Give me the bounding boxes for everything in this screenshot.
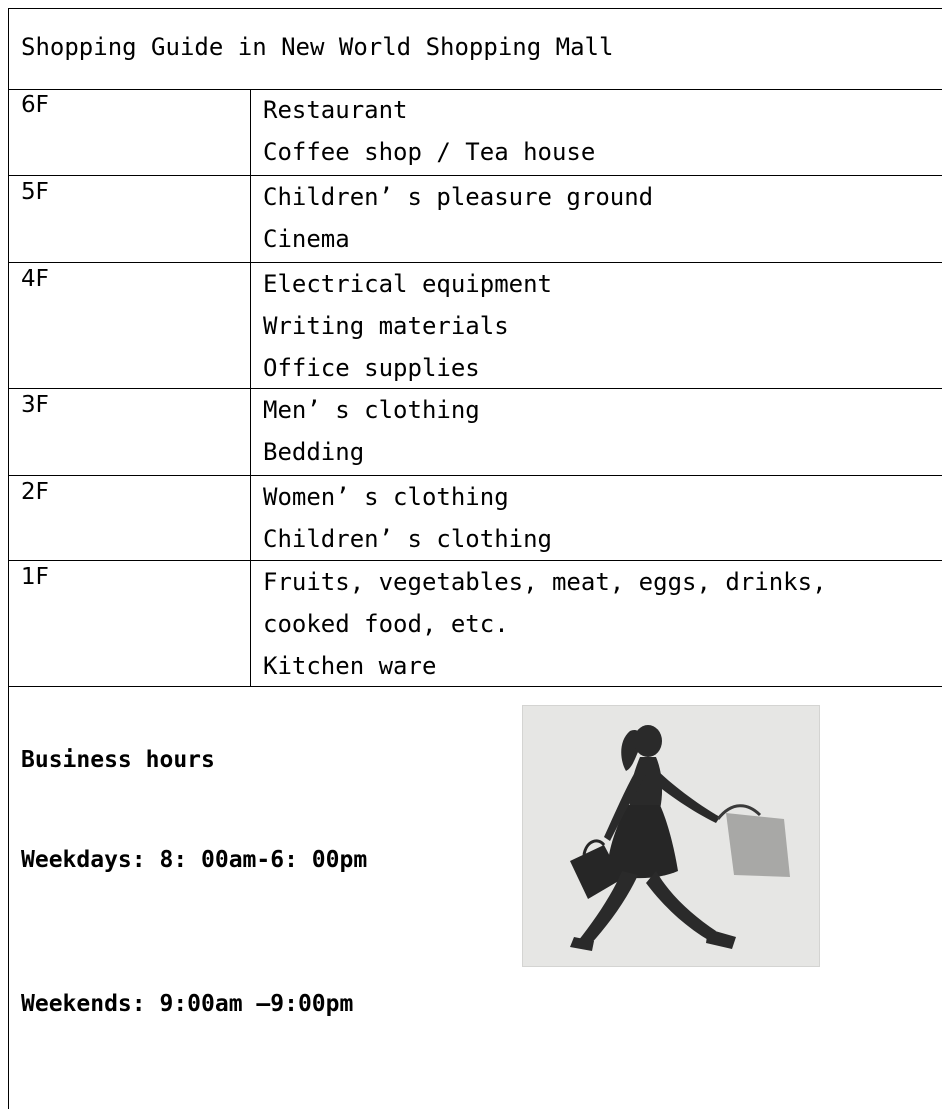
floor-label: 3F xyxy=(21,392,49,418)
floor-item: Kitchen ware xyxy=(263,652,437,680)
floor-label: 6F xyxy=(21,92,49,118)
floor-row-2f xyxy=(9,476,942,561)
floor-item: Men’ s clothing xyxy=(263,396,480,424)
floor-item: Bedding xyxy=(263,438,365,466)
floor-item: Writing materials xyxy=(263,312,509,340)
floor-row-6f xyxy=(9,89,942,176)
floor-items xyxy=(263,561,942,687)
weekend-hours: Weekends: 9:00am —9:00pm xyxy=(21,991,354,1017)
column-divider xyxy=(250,561,251,686)
column-divider xyxy=(250,176,251,262)
floor-item: Women’ s clothing xyxy=(263,483,509,511)
floor-row-1f xyxy=(9,561,942,687)
floor-items xyxy=(263,263,942,389)
floor-items xyxy=(263,89,942,173)
business-hours-section xyxy=(9,681,942,1101)
floor-row-3f xyxy=(9,389,942,476)
floor-label: 2F xyxy=(21,479,49,505)
floor-item: Fruits, vegetables, meat, eggs, drinks, xyxy=(263,568,827,596)
floor-item: Electrical equipment xyxy=(263,270,552,298)
business-hours-heading: Business hours xyxy=(21,747,215,773)
floor-item: Office supplies xyxy=(263,354,480,382)
floor-item: Restaurant xyxy=(263,96,408,124)
floor-items xyxy=(263,176,942,260)
floor-items xyxy=(263,476,942,560)
shopper-silhouette-image xyxy=(522,705,820,967)
floor-label: 1F xyxy=(21,564,49,590)
floor-item: Coffee shop / Tea house xyxy=(263,138,596,166)
floor-row-5f xyxy=(9,176,942,263)
title-row xyxy=(9,9,942,90)
floor-label: 5F xyxy=(21,179,49,205)
floor-item: Children’ s clothing xyxy=(263,525,552,553)
weekday-hours: Weekdays: 8: 00am-6: 00pm xyxy=(21,847,368,873)
floor-items xyxy=(263,389,942,473)
column-divider xyxy=(250,476,251,560)
floor-item: Children’ s pleasure ground xyxy=(263,183,654,211)
floor-label: 4F xyxy=(21,266,49,292)
column-divider xyxy=(250,263,251,388)
shopping-guide-table xyxy=(8,8,942,1109)
column-divider xyxy=(250,89,251,175)
floor-directory xyxy=(9,89,942,687)
floor-item: cooked food, etc. xyxy=(263,610,509,638)
floor-item: Cinema xyxy=(263,225,350,253)
column-divider xyxy=(250,389,251,475)
guide-title: Shopping Guide in New World Shopping Mall xyxy=(21,33,614,61)
floor-row-4f xyxy=(9,263,942,389)
